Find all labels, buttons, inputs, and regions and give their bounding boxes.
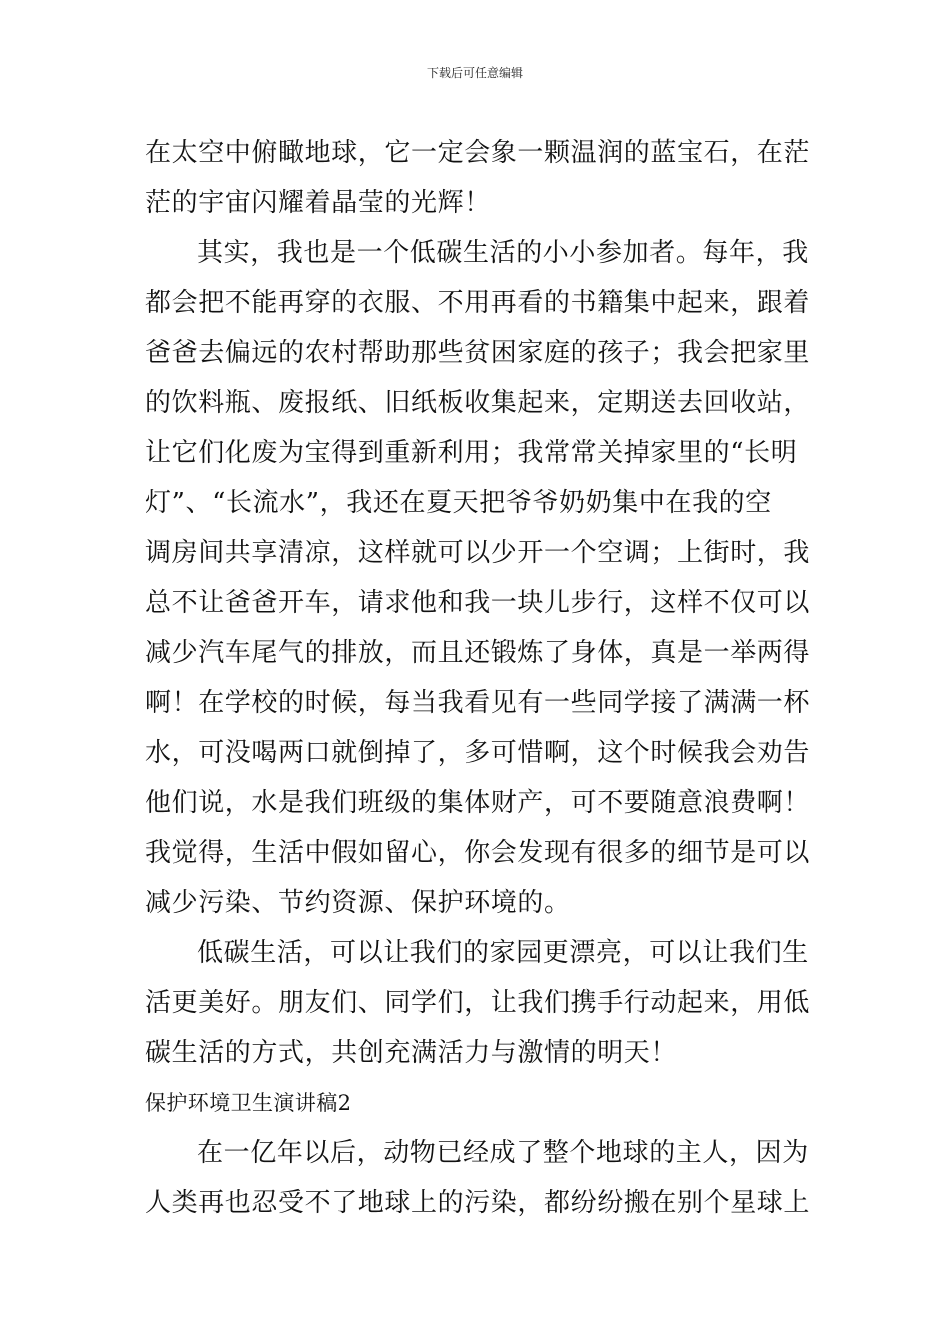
text-line: 他们说，水是我们班级的集体财产，可不要随意浪费啊！ (145, 788, 811, 818)
text-line: 啊！在学校的时候，每当我看见有一些同学接了满满一杯 (145, 688, 811, 718)
text-line: 灯”、“长流水”，我还在夏天把爷爷奶奶集中在我的空 (145, 488, 772, 518)
text-line: 人类再也忍受不了地球上的污染，都纷纷搬在别个星球上 (145, 1188, 811, 1218)
section-heading: 保护环境卫生演讲稿2 (145, 1091, 352, 1115)
text-line: 碳生活的方式，共创充满活力与激情的明天！ (145, 1038, 678, 1068)
text-line: 都会把不能再穿的衣服、不用再看的书籍集中起来，跟着 (145, 288, 811, 318)
text-line: 的饮料瓶、废报纸、旧纸板收集起来，定期送去回收站， (145, 388, 811, 418)
text-line: 减少汽车尾气的排放，而且还锻炼了身体，真是一举两得 (145, 638, 811, 668)
text-line: 调房间共享清凉，这样就可以少开一个空调；上街时，我 (145, 538, 811, 568)
paragraph-start: 在一亿年以后，动物已经成了整个地球的主人，因为 (197, 1138, 809, 1168)
paragraph-start: 低碳生活，可以让我们的家园更漂亮，可以让我们生 (197, 938, 809, 968)
text-line: 总不让爸爸开车，请求他和我一块儿步行，这样不仅可以 (145, 588, 811, 618)
text-line: 水，可没喝两口就倒掉了，多可惜啊，这个时候我会劝告 (145, 738, 811, 768)
text-line: 在太空中俯瞰地球，它一定会象一颗温润的蓝宝石，在茫 (145, 138, 811, 168)
text-line: 让它们化废为宝得到重新利用；我常常关掉家里的“长明 (145, 438, 798, 468)
text-line: 我觉得，生活中假如留心，你会发现有很多的细节是可以 (145, 838, 811, 868)
text-line: 活更美好。朋友们、同学们，让我们携手行动起来，用低 (145, 988, 811, 1018)
text-line: 爸爸去偏远的农村帮助那些贫困家庭的孩子；我会把家里 (145, 338, 811, 368)
text-line: 减少污染、节约资源、保护环境的。 (145, 888, 571, 918)
page-header: 下载后可任意编辑 (426, 66, 523, 80)
paragraph-start: 其实，我也是一个低碳生活的小小参加者。每年，我 (197, 238, 809, 268)
document-body (145, 128, 810, 1228)
text-line: 茫的宇宙闪耀着晶莹的光辉！ (145, 188, 491, 218)
